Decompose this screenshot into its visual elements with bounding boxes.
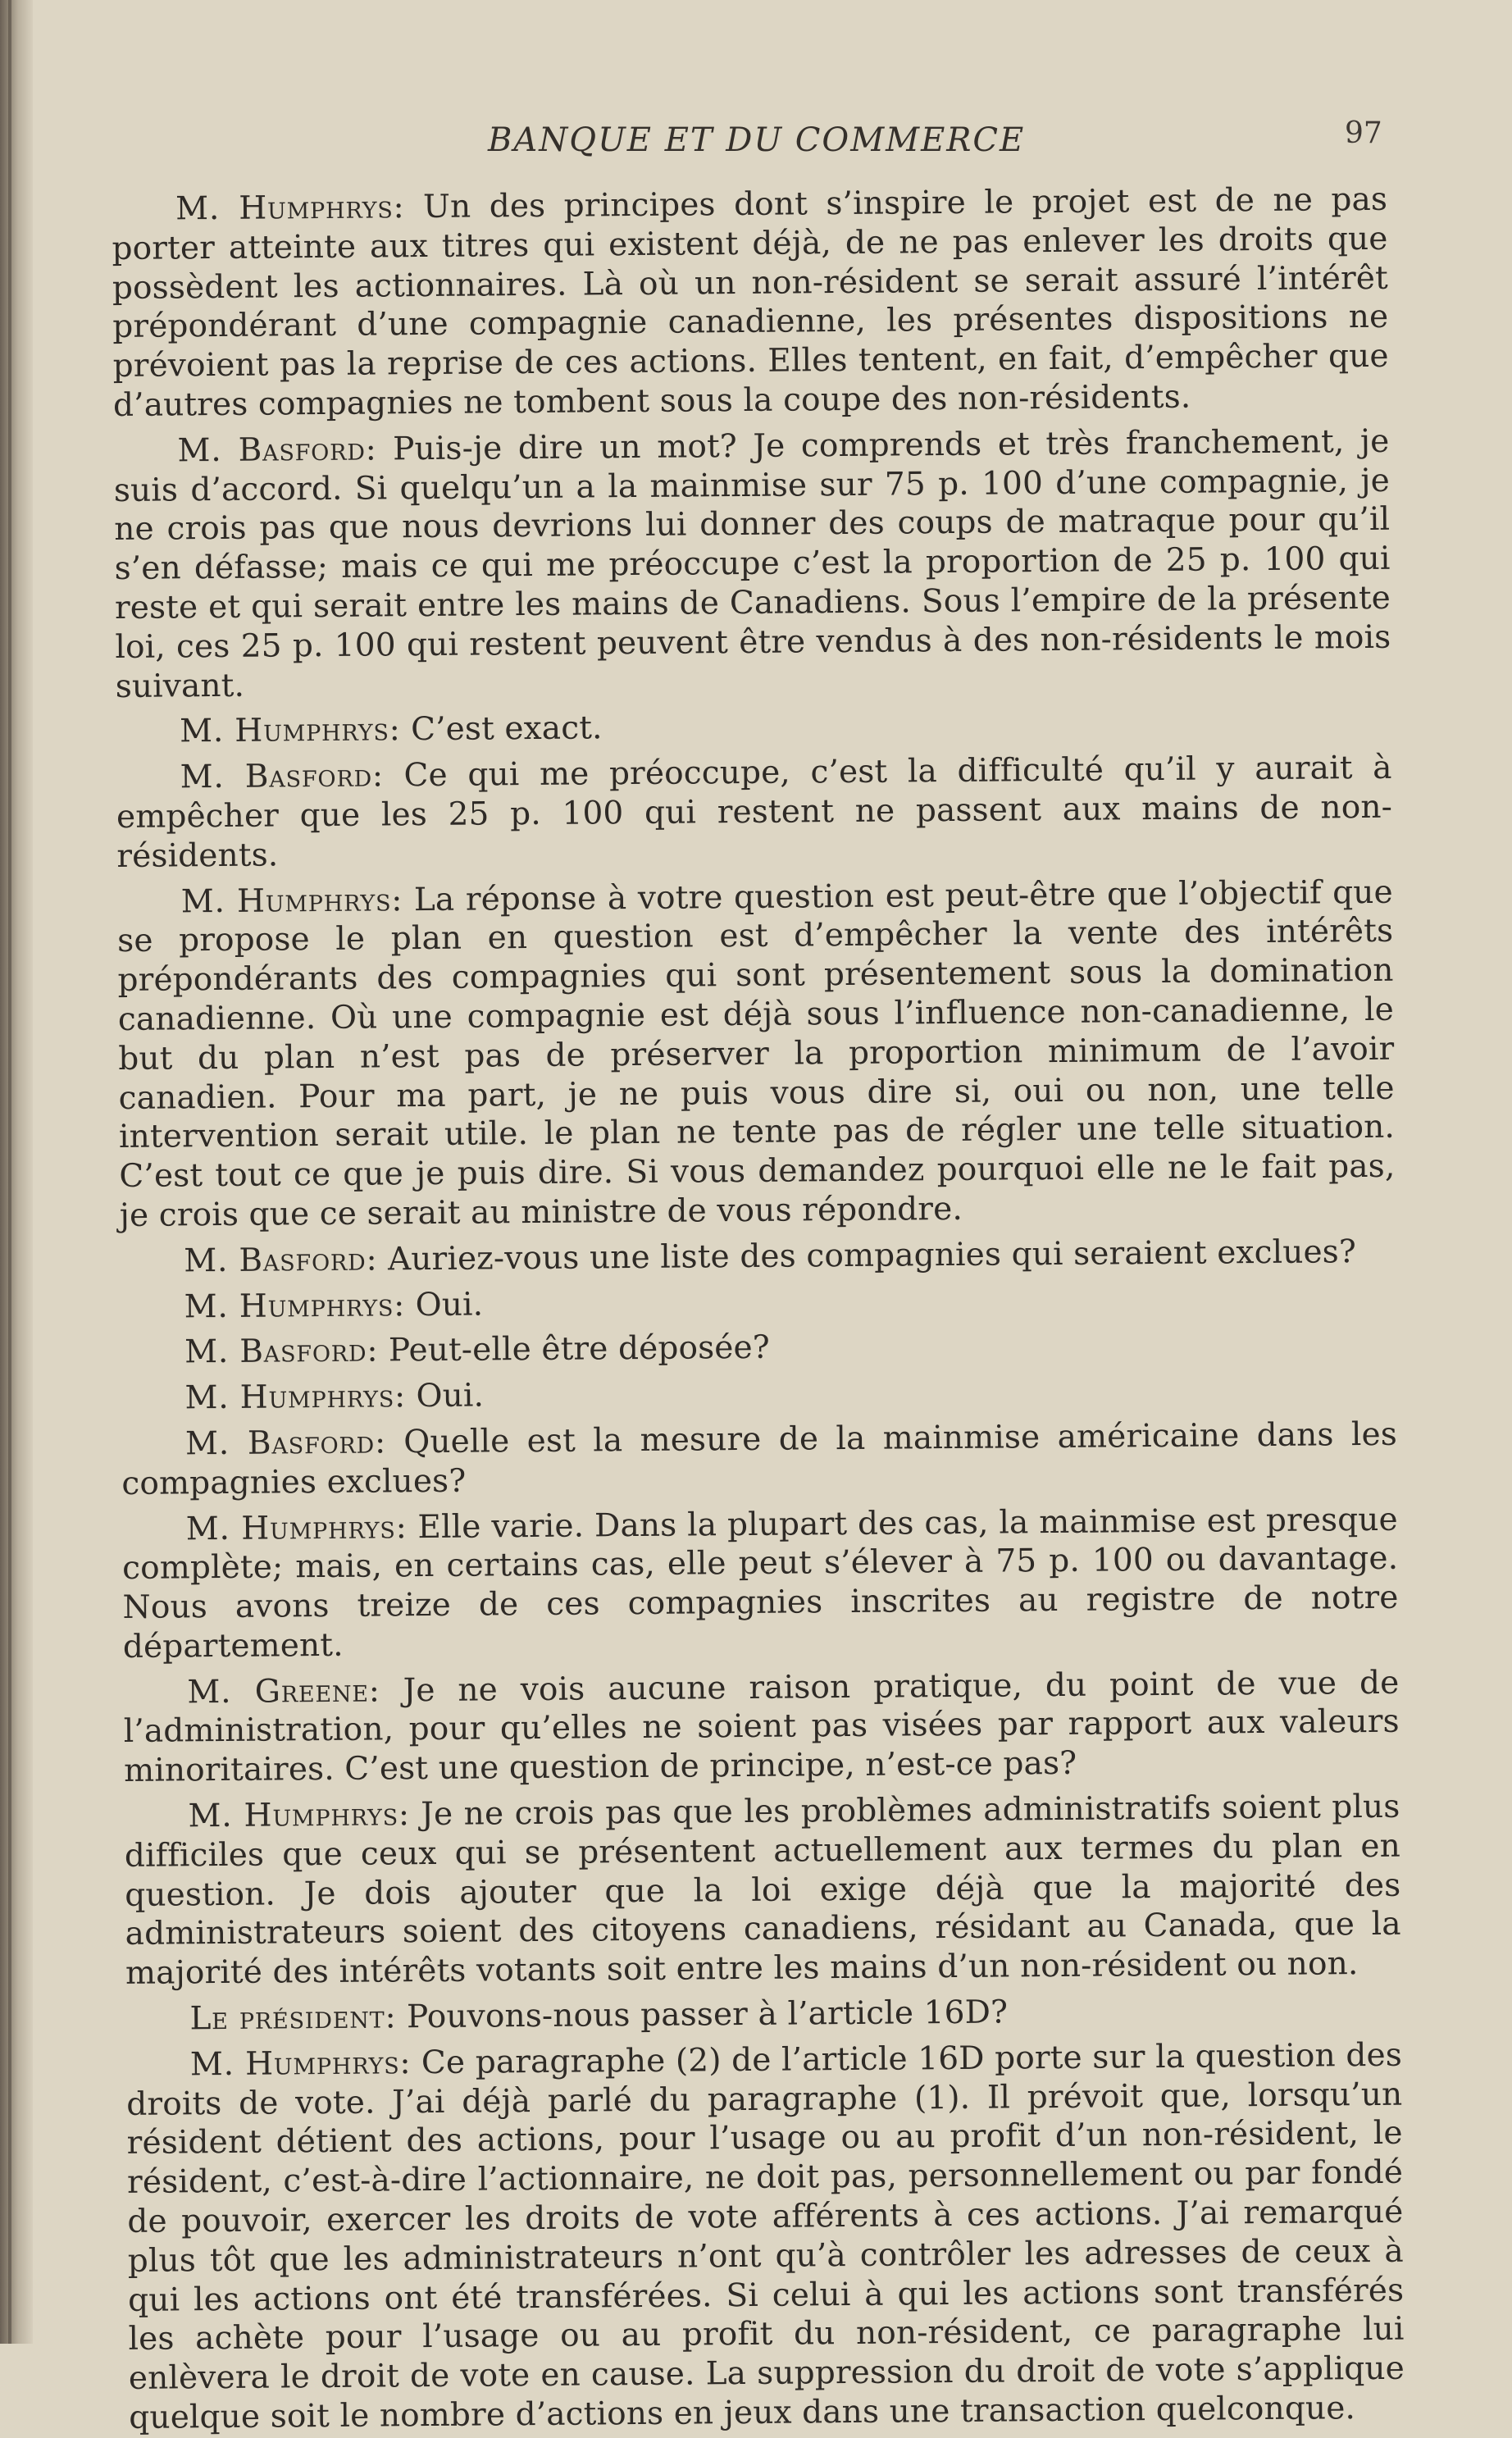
speech-text: Pouvons-nous passer à l’article 16D? xyxy=(406,1994,1009,2036)
paragraph xyxy=(121,1415,1398,1504)
paragraph xyxy=(116,703,1391,752)
speaker-name: M. Humphrys: xyxy=(175,189,405,228)
paragraph xyxy=(121,1369,1396,1419)
speaker-name: M. Humphrys: xyxy=(180,711,401,750)
speech-text: Ce qui me préoccupe, c’est la difficulté qu’il y aurait à empêcher que les 25 p. 100 qui restent ne passent aux mains de non-résidents. xyxy=(116,749,1393,875)
speaker-name: M. Basford: xyxy=(180,757,385,796)
speech-text: Ce paragraphe (2) de l’article 16D porte sur la question des droits de vote. J’ai déjà parlé du paragraphe (1). Il prévoit que, lorsqu’un résident détient des actions, pour l’usage ou au profit d’un non-résident, le résident, c’est-à-dire l’actionnaire, ne doit pas, personnellement ou par fondé de pouvoir, exercer les droits de vote afférents à ces actions. J’ai remarqué plus tôt que les administrateurs n’ont qu’à contrôler les adresses de ceux à qui les actions ont été transférées. Si celui à qui les actions sont transférés les achète pour l’usage ou au profit du non-résident, ce paragraphe lui enlèvera le droit de vote en cause. La suppression du droit de vote s’applique quelque soit le nombre d’actions en jeux dans une transaction quelconque. xyxy=(126,2036,1405,2436)
speech-text: Oui. xyxy=(415,1285,484,1324)
speaker-name: M. Humphrys: xyxy=(184,1286,406,1325)
speech-text: La réponse à votre question est peut-être que l’objectif que se propose le plan en question est d’empêcher la vente des intérêts prépondérants des compagnies qui sont présentement sous la domination canadienne. Où une compagnie est déjà sous l’influence non-canadienne, le but du plan n’est pas de préserver la proportion minimum de l’avoir canadien. Pour ma part, je ne puis vous dire si, oui ou non, une telle intervention serait utile. le plan ne tente pas de régler une telle situation. C’est tout ce que je puis dire. Si vous demandez pourquoi elle ne le fait pas, je crois que ce serait au ministre de vous répondre. xyxy=(117,873,1396,1234)
page-number: 97 xyxy=(1345,116,1382,150)
speech-text: Puis-je dire un mot? Je comprends et très franchement, je suis d’accord. Si quelqu’un a la mainmise sur 75 p. 100 d’une compagnie, je ne crois pas que nous devrions lui donner des coups de matraque pour qu’il s’en défasse; mais ce qui me préoccupe c’est la proportion de 25 p. 100 qui reste et qui serait entre les mains de Canadiens. Sous l’empire de la présente loi, ces 25 p. 100 qui restent peuvent être vendus à des non-résidents le mois suivant. xyxy=(113,422,1391,705)
paragraph xyxy=(123,1663,1400,1791)
speaker-name: M. Humphrys: xyxy=(184,1378,407,1417)
speaker-name: M. Basford: xyxy=(184,1424,387,1463)
speaker-name: M. Humphrys: xyxy=(189,2044,412,2084)
speech-text: C’est exact. xyxy=(410,709,603,749)
speaker-name: M. Basford: xyxy=(184,1332,379,1371)
paragraph xyxy=(113,422,1391,707)
paragraph xyxy=(120,1232,1396,1281)
speech-text: Auriez-vous une liste des compagnies qui seraient exclues? xyxy=(387,1233,1357,1278)
speaker-name: M. Humphrys: xyxy=(185,1508,408,1547)
speaker-name: M. Greene: xyxy=(187,1672,380,1711)
paragraph xyxy=(117,873,1396,1235)
speaker-name: M. Humphrys: xyxy=(180,881,403,920)
speech-text: Peut-elle être déposée? xyxy=(388,1329,770,1369)
speaker-name: M. Basford: xyxy=(177,431,377,470)
speech-text: Je ne vois aucune raison pratique, du point de vue de l’administration, pour qu’elles ne soient pas visées par rapport aux valeurs minoritaires. C’est une question de principe, n’est-ce pas? xyxy=(123,1664,1400,1790)
speaker-name: Le président: xyxy=(189,1998,397,2038)
paragraph xyxy=(121,1324,1396,1373)
paragraph xyxy=(122,1500,1399,1666)
speaker-name: M. Humphrys: xyxy=(188,1796,411,1835)
book-gutter-shadow xyxy=(0,0,33,2344)
paragraph xyxy=(116,749,1392,877)
speaker-name: M. Basford: xyxy=(184,1241,378,1280)
paragraph xyxy=(121,1278,1396,1327)
running-head xyxy=(0,113,1512,162)
speech-text: Oui. xyxy=(416,1377,485,1415)
paragraph xyxy=(125,1990,1401,2039)
paragraph xyxy=(126,2036,1405,2438)
speech-text: Je ne crois pas que les problèmes administratifs soient plus difficiles que ceux qui se présentent actuellement aux termes du plan en question. Je dois ajouter que la loi exige déjà que la majorité des administrateurs soient des citoyens canadiens, résidant au Canada, que la majorité des intérêts votants soit entre les mains d’un non-résident ou non. xyxy=(124,1788,1401,1993)
speech-text: Elle varie. Dans la plupart des cas, la mainmise est presque complète; mais, en certains cas, elle peut s’élever à 75 p. 100 ou davantage. Nous avons treize de ces compagnies inscrites au registre de notre département. xyxy=(122,1501,1399,1666)
speech-text: Un des principes dont s’inspire le projet est de ne pas porter atteinte aux titres qui existent déjà, de ne pas enlever les droits que possèdent les actionnaires. Là où un non-résident se serait assuré l’intérêt prépondérant d’une compagnie canadienne, les présentes dispositions ne prévoient pas la reprise de ces actions. Elles tentent, en fait, d’empêcher que d’autres compagnies ne tombent sous la coupe des non-résidents. xyxy=(112,180,1389,424)
running-title: BANQUE ET DU COMMERCE xyxy=(488,121,1026,159)
speech-text: Quelle est la mesure de la mainmise américaine dans les compagnies exclues? xyxy=(121,1415,1398,1502)
page-body xyxy=(112,180,1405,2436)
book-binding-edge xyxy=(8,0,11,2344)
paragraph xyxy=(112,180,1389,426)
paragraph xyxy=(124,1788,1401,1994)
